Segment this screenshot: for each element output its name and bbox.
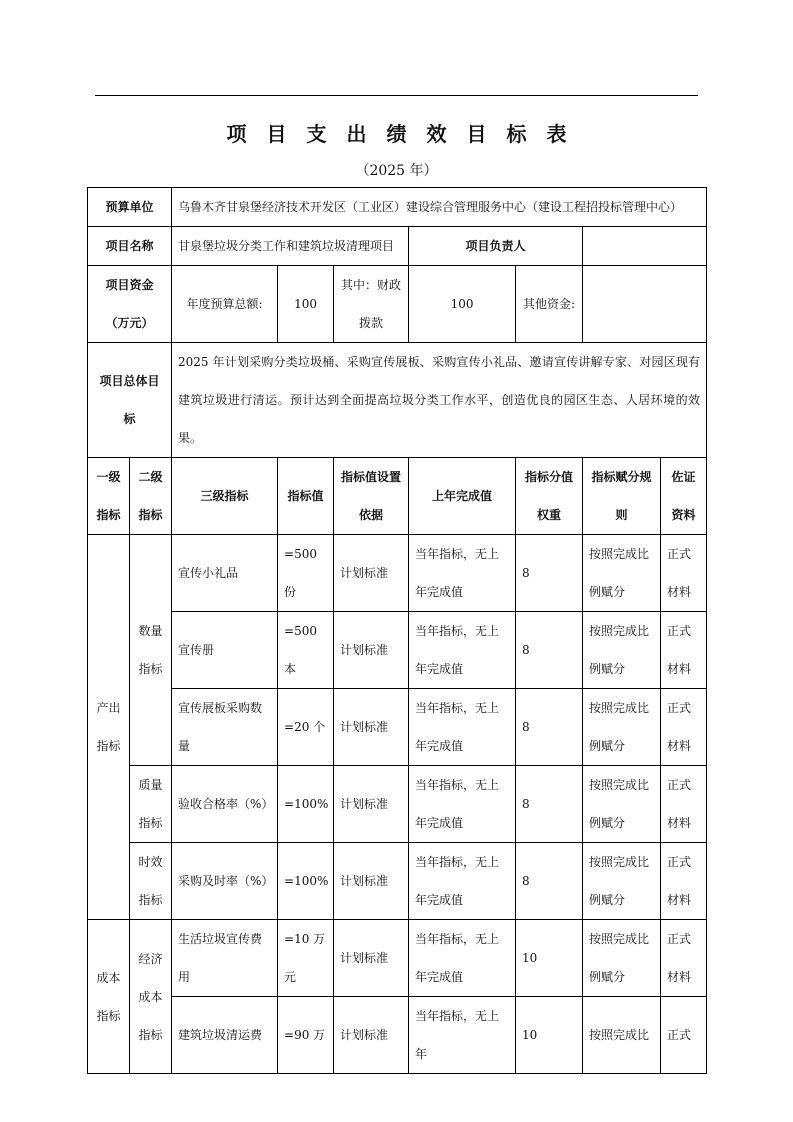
row-rule: 按照完成比例赋分: [583, 689, 661, 766]
row-prev: 当年指标，无上年完成值: [409, 535, 516, 612]
row-rule: 按照完成比例赋分: [583, 612, 661, 689]
annual-budget-value: 100: [278, 266, 334, 343]
row-name: 采购及时率（%）: [172, 843, 278, 920]
row-rule: 按照完成比: [583, 997, 661, 1074]
row-weight: 8: [516, 843, 583, 920]
row-rule: 按照完成比例赋分: [583, 766, 661, 843]
header-rule: 指标赋分规则: [583, 458, 661, 535]
row-weight: 10: [516, 920, 583, 997]
row-evidence: 正式材料: [661, 843, 707, 920]
header-level3: 三级指标: [172, 458, 278, 535]
other-funds-value: [583, 266, 707, 343]
row-prev: 当年指标，无上年: [409, 997, 516, 1074]
row-evidence: 正式材料: [661, 689, 707, 766]
row-weight: 8: [516, 689, 583, 766]
row-value: =90 万: [278, 997, 334, 1074]
row-name: 验收合格率（%）: [172, 766, 278, 843]
header-evidence: 佐证资料: [661, 458, 707, 535]
row-basis: 计划标准: [334, 612, 409, 689]
header-level2: 二级指标: [130, 458, 172, 535]
row-evidence: 正式材料: [661, 920, 707, 997]
row-basis: 计划标准: [334, 766, 409, 843]
row-weight: 8: [516, 612, 583, 689]
header-basis: 指标值设置依据: [334, 458, 409, 535]
goal-value: 2025 年计划采购分类垃圾桶、采购宣传展板、采购宣传小礼品、邀请宣传讲解专家、对园区现有建筑垃圾进行清运。预计达到全面提高垃圾分类工作水平，创造优良的园区生态、人居环境的效果。: [172, 343, 707, 458]
row-basis: 计划标准: [334, 689, 409, 766]
project-lead-label: 项目负责人: [409, 227, 583, 266]
header-level1: 一级指标: [88, 458, 130, 535]
row-evidence: 正式: [661, 997, 707, 1074]
budget-unit-value: 乌鲁木齐甘泉堡经济技术开发区（工业区）建设综合管理服务中心（建设工程招投标管理中心）: [172, 188, 707, 227]
row-evidence: 正式材料: [661, 612, 707, 689]
project-name-label: 项目名称: [88, 227, 172, 266]
row-evidence: 正式材料: [661, 535, 707, 612]
row-weight: 8: [516, 766, 583, 843]
project-lead-value: [583, 227, 707, 266]
top-rule: [95, 95, 698, 96]
row-prev: 当年指标，无上年完成值: [409, 689, 516, 766]
row-value: =100%: [278, 843, 334, 920]
table-row: [88, 843, 707, 920]
group-cost: 成本指标: [88, 920, 130, 1074]
row-basis: 计划标准: [334, 997, 409, 1074]
table-row: [88, 535, 707, 612]
row-value: =10 万元: [278, 920, 334, 997]
page-title: 项目支出绩效目标表: [226, 122, 587, 146]
row-prev: 当年指标，无上年完成值: [409, 843, 516, 920]
row-basis: 计划标准: [334, 535, 409, 612]
group-quality: 质量指标: [130, 766, 172, 843]
row-name: 建筑垃圾清运费: [172, 997, 278, 1074]
row-basis: 计划标准: [334, 920, 409, 997]
row-weight: 10: [516, 997, 583, 1074]
header-prev: 上年完成值: [409, 458, 516, 535]
table-row: [88, 612, 707, 689]
group-quantity: 数量指标: [130, 535, 172, 766]
goal-label: 项目总体目标: [88, 343, 172, 458]
group-timeliness: 时效指标: [130, 843, 172, 920]
row-rule: 按照完成比例赋分: [583, 920, 661, 997]
row-prev: 当年指标，无上年完成值: [409, 612, 516, 689]
row-rule: 按照完成比例赋分: [583, 535, 661, 612]
row-name: 宣传小礼品: [172, 535, 278, 612]
group-output: 产出指标: [88, 535, 130, 920]
row-basis: 计划标准: [334, 843, 409, 920]
table-row: [88, 997, 707, 1074]
table-row: [88, 766, 707, 843]
row-name: 生活垃圾宣传费用: [172, 920, 278, 997]
fiscal-label: 其中：财政拨款: [334, 266, 409, 343]
row-evidence: 正式材料: [661, 766, 707, 843]
row-prev: 当年指标，无上年完成值: [409, 766, 516, 843]
row-value: =100%: [278, 766, 334, 843]
row-rule: 按照完成比例赋分: [583, 843, 661, 920]
table-row: [88, 689, 707, 766]
row-weight: 8: [516, 535, 583, 612]
funds-label: 项目资金（万元）: [88, 266, 172, 343]
other-funds-label: 其他资金:: [516, 266, 583, 343]
table-row: [88, 920, 707, 997]
budget-unit-label: 预算单位: [88, 188, 172, 227]
row-name: 宣传展板采购数量: [172, 689, 278, 766]
row-name: 宣传册: [172, 612, 278, 689]
header-value: 指标值: [278, 458, 334, 535]
row-value: =20 个: [278, 689, 334, 766]
page-year: （2025 年）: [355, 163, 438, 179]
performance-target-table: [87, 187, 707, 1074]
project-name-value: 甘泉堡垃圾分类工作和建筑垃圾清理项目: [172, 227, 409, 266]
row-value: =500 份: [278, 535, 334, 612]
row-prev: 当年指标，无上年完成值: [409, 920, 516, 997]
header-weight: 指标分值权重: [516, 458, 583, 535]
row-value: =500 本: [278, 612, 334, 689]
group-economic-cost: 经济成本指标: [130, 920, 172, 1074]
annual-budget-label: 年度预算总额:: [172, 266, 278, 343]
fiscal-value: 100: [409, 266, 516, 343]
